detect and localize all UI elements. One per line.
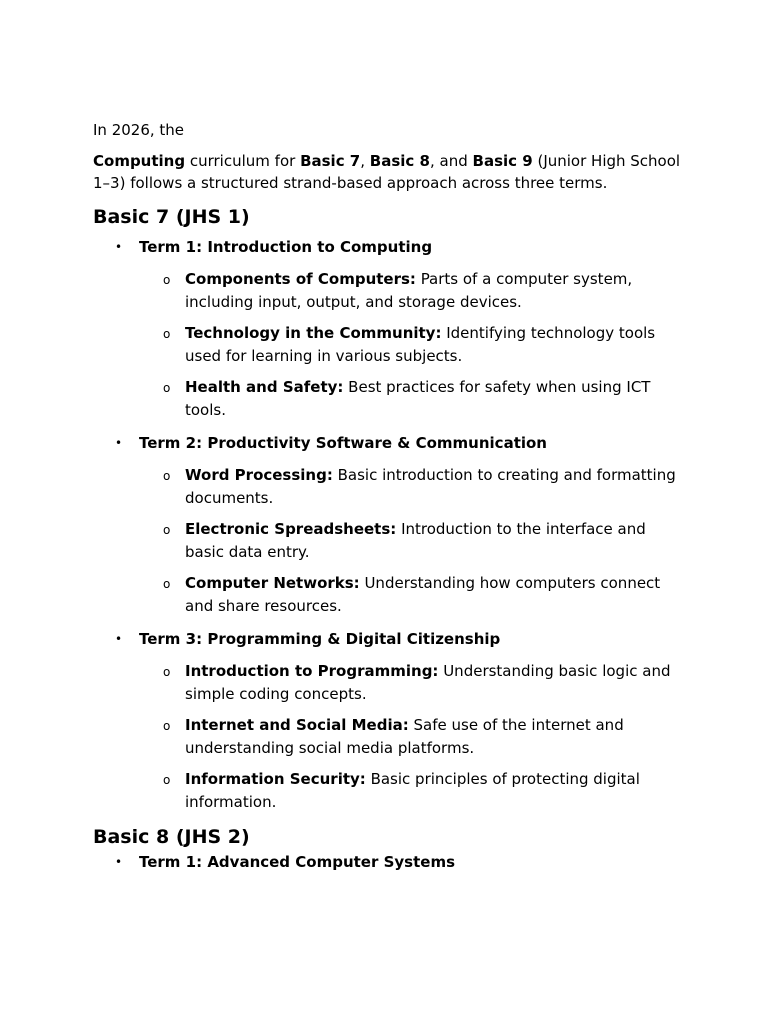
circle-bullet-icon: o: [163, 327, 171, 341]
topic-lead: Internet and Social Media:: [185, 716, 409, 734]
topic-item: [139, 518, 683, 563]
topic-text: Safe use of the internet and understanding social media platforms.: [185, 716, 624, 757]
topic-list: [139, 268, 683, 421]
circle-bullet-icon: o: [163, 469, 171, 483]
intro-basic7: Basic 7: [300, 152, 361, 170]
term-label: Term 2: Productivity Software & Communication: [139, 434, 547, 452]
topic-text: Basic principles of protecting digital information.: [185, 770, 640, 811]
bullet-icon: •: [115, 855, 123, 869]
topic-text: Understanding how computers connect and share resources.: [185, 574, 661, 615]
topic-lead: Word Processing:: [185, 466, 333, 484]
topic-item: [139, 768, 683, 813]
topic-lead: Health and Safety:: [185, 378, 344, 396]
intro-paragraph: [93, 150, 683, 194]
circle-bullet-icon: o: [163, 719, 171, 733]
circle-bullet-icon: o: [163, 665, 171, 679]
topic-list: [139, 660, 683, 813]
term-item: [93, 432, 683, 617]
intro-computing: Computing: [93, 152, 186, 170]
topic-lead: Introduction to Programming:: [185, 662, 439, 680]
topic-lead: Information Security:: [185, 770, 366, 788]
intro-text-rest: (Junior High School 1–3) follows a structured strand-based approach across three terms.: [93, 152, 681, 192]
topic-lead: Technology in the Community:: [185, 324, 442, 342]
term-list-basic-7: [93, 236, 683, 813]
circle-bullet-icon: o: [163, 773, 171, 787]
topic-text: Introduction to the interface and basic data entry.: [185, 520, 646, 561]
topic-item: [139, 660, 683, 705]
term-label: Term 1: Advanced Computer Systems: [139, 853, 456, 871]
topic-text: Best practices for safety when using ICT tools.: [185, 378, 651, 419]
topic-text: Parts of a computer system, including input, output, and storage devices.: [185, 270, 633, 311]
topic-lead: Electronic Spreadsheets:: [185, 520, 397, 538]
topic-lead: Components of Computers:: [185, 270, 416, 288]
topic-text: Understanding basic logic and simple coding concepts.: [185, 662, 671, 703]
topic-item: [139, 376, 683, 421]
bullet-icon: •: [115, 436, 123, 450]
term-item: [93, 236, 683, 421]
circle-bullet-icon: o: [163, 577, 171, 591]
intro-line: In 2026, the: [93, 121, 185, 139]
circle-bullet-icon: o: [163, 381, 171, 395]
term-label: Term 1: Introduction to Computing: [139, 238, 433, 256]
topic-item: [139, 464, 683, 509]
term-item: [93, 851, 683, 873]
topic-lead: Computer Networks:: [185, 574, 360, 592]
bullet-icon: •: [115, 632, 123, 646]
term-label: Term 3: Programming & Digital Citizenship: [139, 630, 501, 648]
section-heading-basic-7: Basic 7 (JHS 1): [93, 206, 250, 228]
bullet-icon: •: [115, 240, 123, 254]
intro-text-curriculum-for: curriculum for: [185, 152, 301, 170]
topic-text: Identifying technology tools used for learning in various subjects.: [185, 324, 656, 365]
intro-text-and: , and: [429, 152, 473, 170]
topic-item: [139, 268, 683, 313]
topic-text: Basic introduction to creating and formatting documents.: [185, 466, 676, 507]
section-heading-basic-8: Basic 8 (JHS 2): [93, 826, 250, 848]
topic-list: [139, 464, 683, 617]
circle-bullet-icon: o: [163, 273, 171, 287]
term-item: [93, 628, 683, 813]
intro-basic8: Basic 8: [369, 152, 430, 170]
topic-item: [139, 714, 683, 759]
term-list-basic-8: [93, 851, 683, 873]
intro-basic9: Basic 9: [472, 152, 533, 170]
circle-bullet-icon: o: [163, 523, 171, 537]
intro-text-comma: ,: [360, 152, 370, 170]
topic-item: [139, 572, 683, 617]
document-page: [93, 119, 683, 883]
topic-item: [139, 322, 683, 367]
